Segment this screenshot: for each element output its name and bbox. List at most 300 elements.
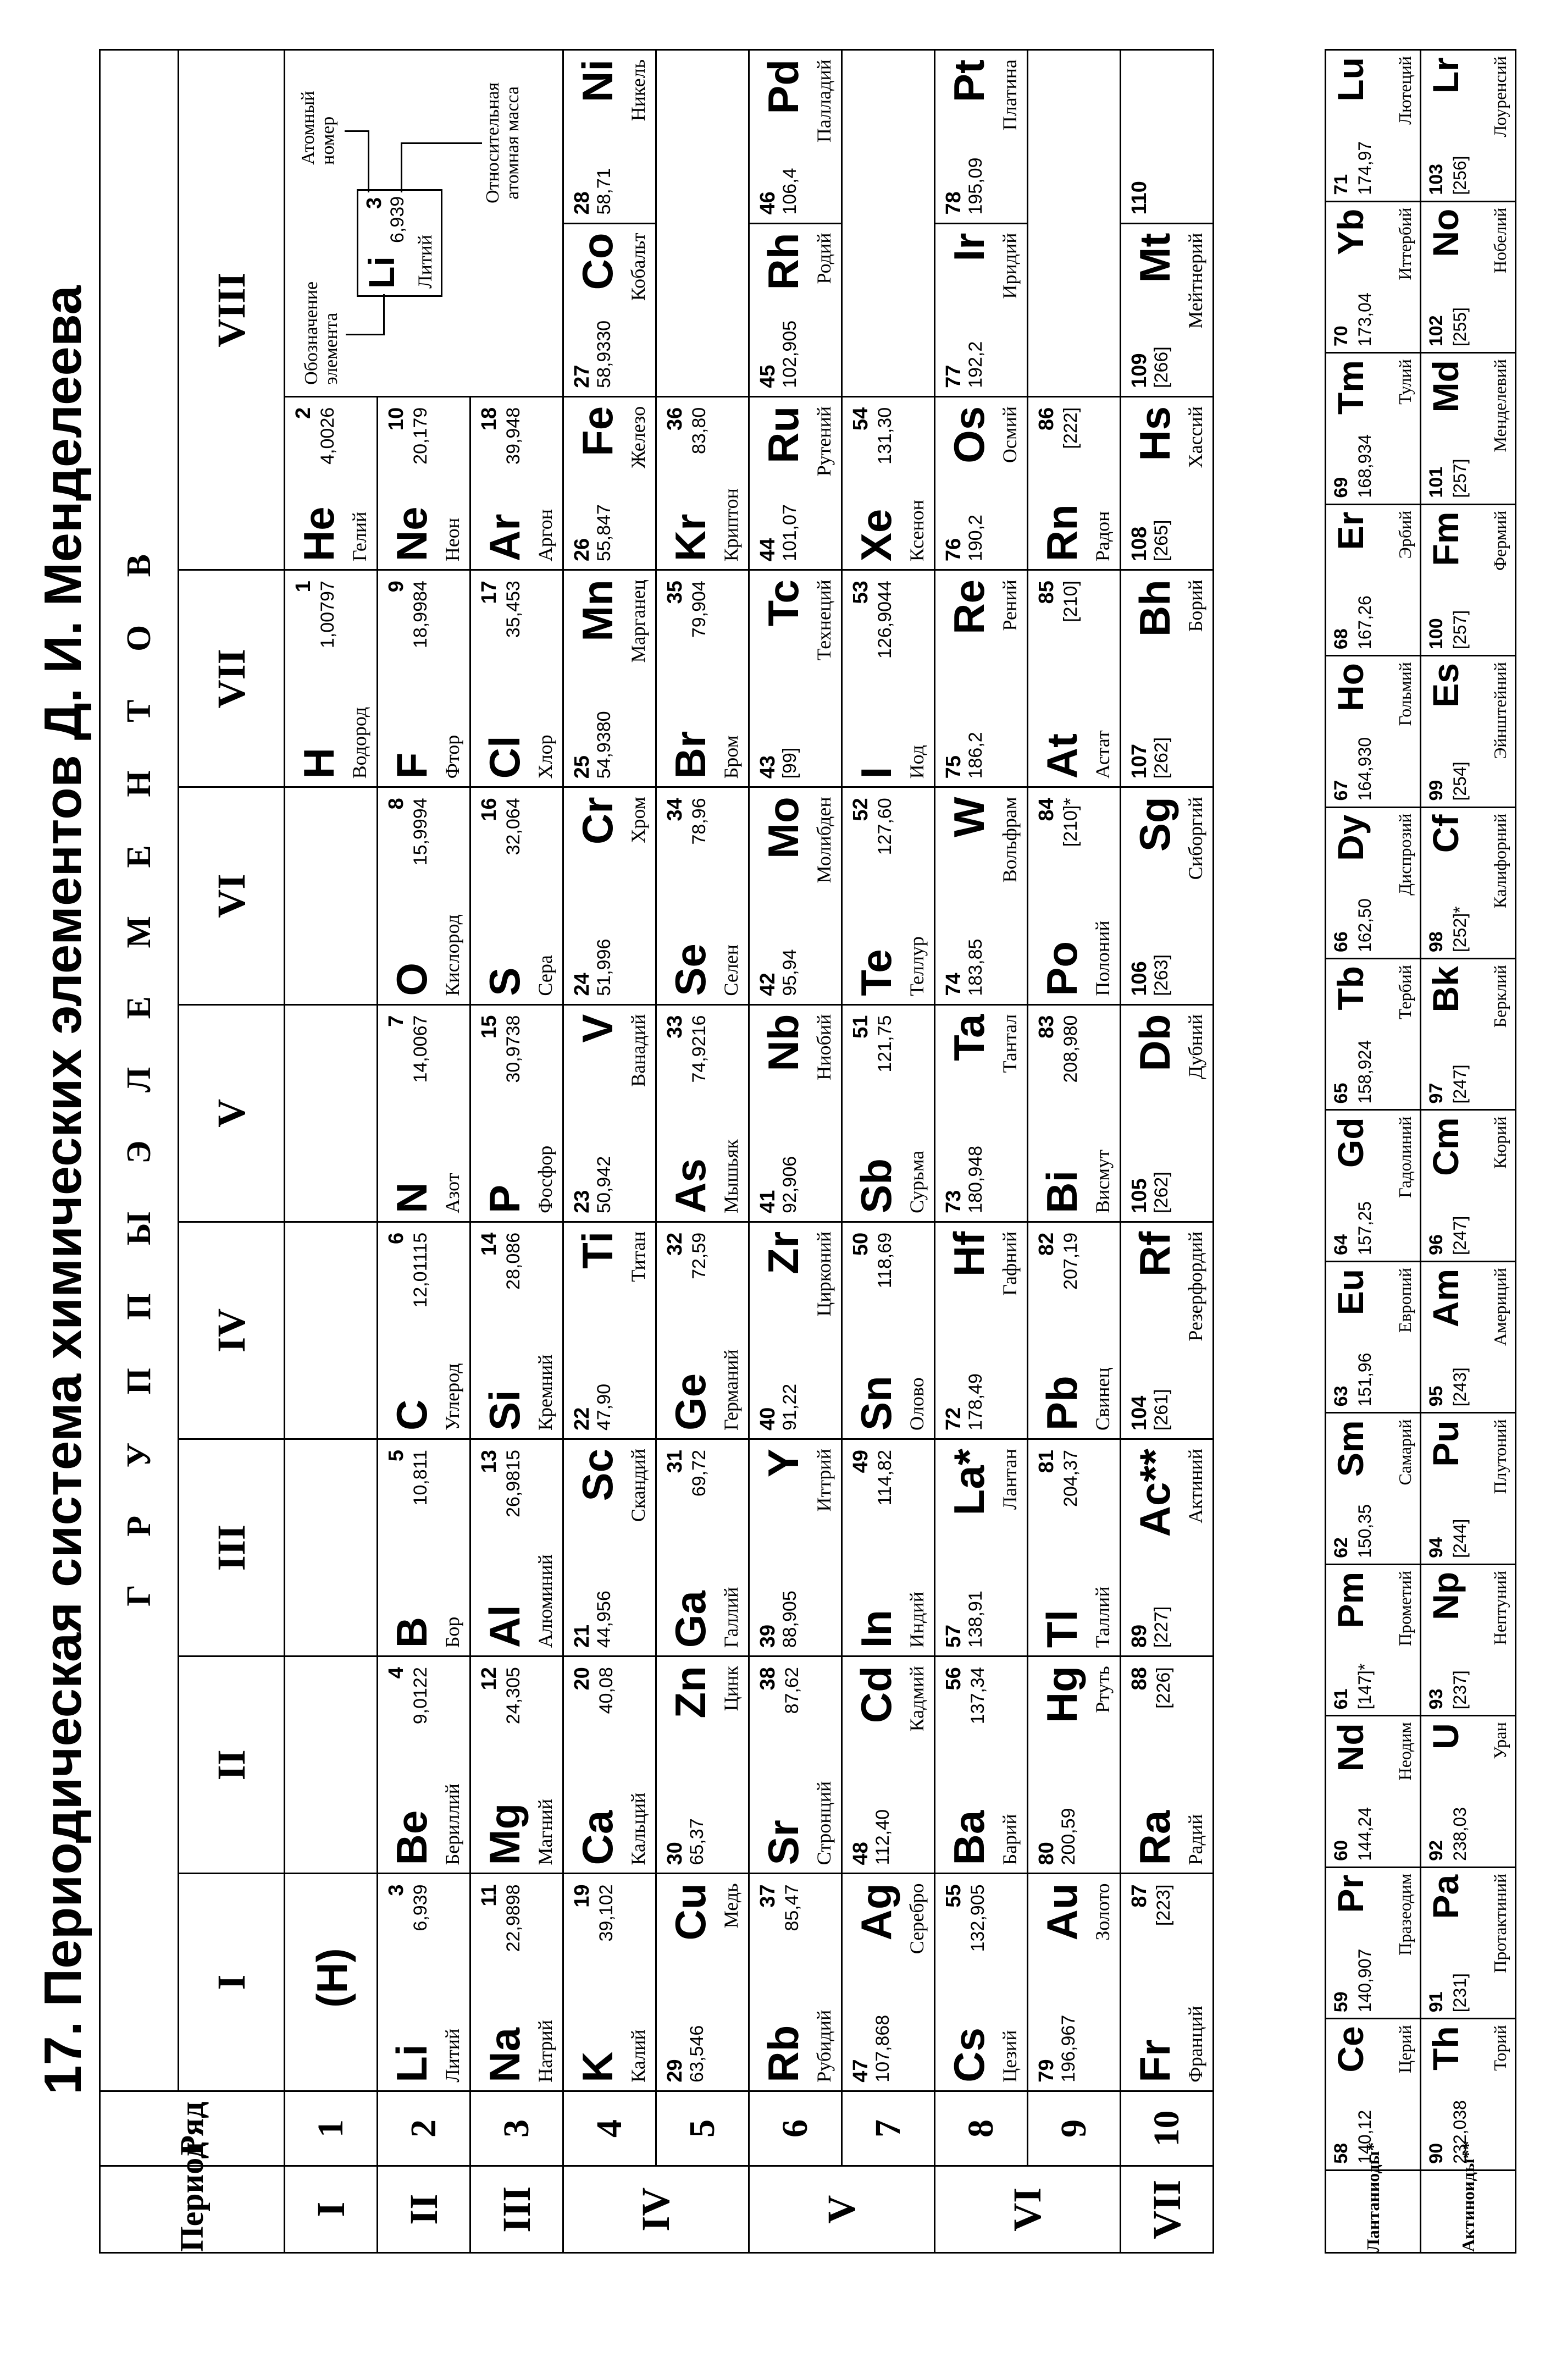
element-name: Кобальт: [627, 233, 649, 301]
element-symbol: He: [295, 506, 343, 562]
atomic-number: 32: [663, 1232, 686, 1256]
atomic-mass: [257]: [1450, 610, 1470, 650]
atomic-mass: [261]: [1151, 1389, 1172, 1431]
element-symbol: Hg: [1038, 1666, 1086, 1724]
atomic-mass: 20,179: [410, 407, 431, 465]
atomic-number: 86: [1035, 407, 1058, 431]
atomic-number: 75: [942, 755, 965, 779]
atomic-number: 92: [1426, 1840, 1447, 1861]
element-symbol: Ir: [945, 233, 993, 262]
element-name: Медь: [720, 1883, 742, 1929]
element-symbol: S: [480, 967, 529, 996]
element-symbol: Be: [387, 1810, 436, 1865]
element-cell: [470, 1439, 563, 1656]
atomic-number: 87: [1128, 1884, 1151, 1908]
element-symbol: Ag: [852, 1883, 900, 1941]
element-name: Сурьма: [906, 1150, 928, 1213]
element-symbol: Rh: [759, 233, 807, 290]
atomic-mass: 85,47: [782, 1884, 802, 1931]
element-cell: [656, 1874, 749, 2091]
atomic-number: 108: [1128, 526, 1151, 562]
element-cell: [1421, 807, 1516, 958]
atomic-number: 47: [849, 2059, 872, 2083]
series-label: Лантаниоды*: [1326, 2170, 1421, 2252]
element-symbol: At: [1038, 733, 1086, 779]
group-header: VIII: [179, 50, 285, 570]
element-cell: [563, 1656, 656, 1874]
atomic-mass: 180,948: [965, 1145, 986, 1213]
atomic-number: 107: [1128, 743, 1151, 779]
element-symbol: N: [387, 1182, 436, 1213]
atomic-number: 37: [756, 1884, 779, 1908]
element-symbol: Ti: [573, 1231, 622, 1269]
element-symbol: Te: [852, 949, 900, 996]
element-symbol: Tl: [1038, 1609, 1086, 1648]
atomic-number: 67: [1331, 780, 1352, 801]
period-label: I: [285, 2166, 378, 2253]
atomic-mass: 39,948: [503, 407, 524, 465]
element-cell: [1326, 656, 1421, 807]
atomic-mass: [252]*: [1450, 906, 1470, 952]
atomic-number: 1: [292, 581, 315, 593]
element-symbol: Sb: [852, 1158, 900, 1213]
element-symbol: Pd: [759, 59, 807, 114]
element-symbol: Cu: [666, 1883, 715, 1941]
element-name: Свинец: [1092, 1367, 1114, 1431]
element-name: Полоний: [1092, 920, 1114, 996]
element-cell: [378, 570, 470, 787]
element-cell: [1421, 1716, 1516, 1867]
atomic-number: 11: [478, 1884, 501, 1907]
atomic-number: 104: [1128, 1395, 1151, 1431]
atomic-number: 46: [756, 191, 779, 215]
atomic-mass: [265]: [1151, 520, 1172, 562]
element-name: Азот: [441, 1173, 463, 1213]
element-cell: [1121, 787, 1214, 1004]
element-name: Америций: [1490, 1267, 1510, 1346]
element-symbol: K: [573, 2051, 622, 2083]
element-name: Диспрозий: [1395, 813, 1415, 896]
element-symbol: H: [295, 748, 343, 779]
atomic-mass: [266]: [1151, 346, 1172, 388]
element-name: Иттербий: [1395, 207, 1415, 280]
element-name: Кремний: [534, 1354, 556, 1431]
element-cell: [1028, 1439, 1121, 1656]
element-name: Торий: [1490, 2025, 1510, 2071]
element-cell: [935, 1222, 1028, 1439]
element-cell: [656, 570, 749, 787]
atomic-mass: 50,942: [594, 1156, 614, 1213]
atomic-mass: 126,9044: [874, 581, 895, 659]
atomic-number: 84: [1035, 798, 1058, 821]
legend-pointer-line: [383, 294, 385, 335]
atomic-number: 85: [1035, 581, 1058, 604]
atomic-mass: 72,59: [689, 1232, 710, 1279]
element-name: Рутений: [813, 406, 835, 477]
atomic-mass: 10,811: [410, 1450, 431, 1506]
atomic-number: 103: [1426, 163, 1447, 195]
row-number: 7: [842, 2091, 935, 2166]
element-cell: [935, 787, 1028, 1004]
atomic-mass: 1,00797: [317, 581, 338, 649]
element-symbol: Sr: [759, 1820, 807, 1865]
element-symbol: Ce: [1330, 2026, 1371, 2073]
empty-cell: [1028, 50, 1121, 397]
element-name: Иод: [906, 745, 928, 779]
atomic-mass: [257]: [1450, 459, 1470, 498]
group-header: V: [179, 1004, 285, 1222]
element-symbol: Ac**: [1131, 1449, 1179, 1537]
element-symbol: Pr: [1330, 1874, 1371, 1913]
atomic-mass: 91,22: [779, 1383, 800, 1431]
element-cell: [563, 1222, 656, 1439]
atomic-number: 16: [478, 798, 501, 821]
element-cell: [935, 1004, 1028, 1222]
atomic-mass: 204,37: [1060, 1450, 1081, 1507]
element-symbol: Al: [480, 1605, 529, 1648]
atomic-number: 81: [1035, 1450, 1058, 1473]
element-cell: [935, 1439, 1028, 1656]
atomic-mass: 151,96: [1355, 1352, 1375, 1407]
atomic-number: 63: [1331, 1385, 1352, 1407]
element-symbol: Tm: [1330, 360, 1371, 415]
atomic-mass: 167,26: [1355, 595, 1375, 650]
element-symbol: Cs: [945, 2027, 993, 2083]
element-symbol: La*: [945, 1449, 993, 1516]
atomic-number: 2: [292, 407, 315, 419]
atomic-mass: 118,69: [874, 1232, 895, 1289]
element-name: Бериллий: [441, 1783, 463, 1865]
element-symbol: Am: [1425, 1268, 1466, 1328]
atomic-number: 50: [849, 1232, 872, 1256]
element-symbol: Pt: [945, 59, 993, 102]
element-name: Сера: [534, 955, 556, 996]
element-symbol: Na: [480, 2027, 529, 2083]
atomic-mass: 192,2: [965, 341, 986, 388]
element-name: Фтор: [441, 735, 463, 779]
atomic-mass: 92,906: [779, 1156, 800, 1213]
element-name: Осмий: [999, 406, 1021, 463]
element-name: Теллур: [906, 936, 928, 996]
atomic-number: 51: [849, 1015, 872, 1039]
atomic-mass: 12,01115: [410, 1232, 431, 1308]
element-symbol: Nd: [1330, 1723, 1371, 1772]
row-number: 4: [563, 2091, 656, 2166]
atomic-number: 78: [942, 191, 965, 215]
element-symbol: Cf: [1425, 814, 1466, 853]
atomic-number: 68: [1331, 628, 1352, 650]
element-symbol: Pm: [1330, 1571, 1371, 1628]
element-name: Астат: [1092, 730, 1114, 779]
atomic-number: 61: [1331, 1688, 1352, 1710]
element-symbol: Si: [480, 1390, 529, 1431]
element-cell: [842, 1874, 935, 2091]
element-symbol: Mg: [480, 1803, 529, 1865]
atomic-mass: 164,930: [1355, 737, 1375, 801]
element-name: Висмут: [1092, 1150, 1114, 1213]
atomic-mass: 107,868: [872, 2014, 893, 2083]
element-name: Селен: [720, 944, 742, 996]
element-cell: [563, 1439, 656, 1656]
element-name: Никель: [627, 59, 649, 122]
element-name: Уран: [1490, 1722, 1510, 1759]
atomic-mass: 131,30: [874, 407, 895, 465]
element-symbol: W: [945, 797, 993, 838]
group-header: VI: [179, 787, 285, 1004]
element-symbol: Bk: [1425, 966, 1466, 1013]
element-name: Родий: [813, 233, 835, 284]
table-row: [1421, 50, 1516, 2253]
element-name: Кальций: [627, 1792, 649, 1865]
element-name: Ксенон: [906, 500, 928, 562]
atomic-mass: 78,96: [689, 798, 710, 845]
atomic-number: 34: [663, 798, 686, 821]
atomic-number: 42: [756, 973, 779, 996]
atomic-number: 64: [1331, 1234, 1352, 1255]
atomic-mass: 63,546: [686, 2025, 707, 2083]
element-name: Бром: [720, 735, 742, 779]
element-cell: [1121, 570, 1214, 787]
element-name: Аргон: [534, 509, 556, 562]
atomic-number: 55: [942, 1884, 965, 1908]
element-symbol: Mn: [573, 579, 622, 642]
element-symbol: Hf: [945, 1231, 993, 1277]
atomic-number: 53: [849, 581, 872, 604]
element-symbol: Gd: [1330, 1117, 1371, 1168]
element-name: Нептуний: [1490, 1570, 1510, 1645]
element-symbol: Mo: [759, 797, 807, 859]
table-row: [285, 50, 378, 2253]
series-label: Актиноиды**: [1421, 2170, 1516, 2252]
element-name: Франций: [1184, 2006, 1206, 2083]
element-cell: [1028, 787, 1121, 1004]
atomic-mass: 158,924: [1355, 1040, 1375, 1104]
element-cell: [1028, 1874, 1121, 2091]
atomic-number: 20: [571, 1667, 594, 1691]
legend: [285, 51, 562, 396]
element-symbol: No: [1425, 208, 1466, 257]
element-cell: [656, 787, 749, 1004]
atomic-mass: 79,904: [689, 581, 710, 638]
element-symbol: Xe: [852, 509, 900, 562]
element-cell: [749, 1222, 842, 1439]
atomic-mass: 106,4: [779, 168, 800, 215]
element-cell: [470, 1656, 563, 1874]
element-symbol: Md: [1425, 360, 1466, 413]
element-cell: [1421, 1110, 1516, 1261]
atomic-number: 24: [571, 973, 594, 996]
table-row: [1326, 50, 1421, 2253]
element-cell: [1326, 1564, 1421, 1715]
atomic-number: 101: [1426, 466, 1447, 498]
element-cell: [1326, 50, 1421, 202]
atomic-number: 60: [1331, 1840, 1352, 1861]
element-symbol: Br: [666, 731, 715, 779]
element-cell: [285, 1439, 378, 1656]
element-symbol: Ho: [1330, 663, 1371, 712]
atomic-number: 35: [663, 581, 686, 604]
element-symbol: V: [573, 1014, 622, 1043]
atomic-number: 48: [849, 1842, 872, 1865]
element-name: Церий: [1395, 2025, 1415, 2073]
element-symbol: Pu: [1425, 1420, 1466, 1467]
row-header: Ряд: [100, 2091, 285, 2166]
element-symbol: O: [387, 962, 436, 996]
element-name: Галлий: [720, 1587, 742, 1648]
element-symbol: Co: [573, 233, 622, 290]
atomic-mass: 24,305: [503, 1667, 524, 1725]
atomic-number: 70: [1331, 325, 1352, 347]
element-name: Олово: [906, 1377, 928, 1431]
element-symbol: Se: [666, 943, 715, 996]
group-header: IV: [179, 1222, 285, 1439]
element-cell: [285, 1656, 378, 1874]
table-row: [656, 50, 749, 2253]
element-cell: [1326, 1413, 1421, 1564]
atomic-mass: 183,85: [965, 938, 986, 996]
element-name: Палладий: [813, 59, 835, 143]
element-symbol: F: [387, 752, 436, 779]
atomic-number: 80: [1035, 1842, 1058, 1865]
element-cell: [1121, 396, 1214, 570]
atomic-mass: 150,35: [1355, 1504, 1375, 1558]
atomic-mass: 196,967: [1058, 2014, 1079, 2083]
atomic-number: 19: [571, 1884, 594, 1908]
page-title: 17. Периодическая система химических элементов Д. И. Менделеева: [34, 285, 92, 2095]
atomic-mass: 51,996: [594, 938, 614, 996]
group-header: III: [179, 1439, 285, 1656]
atomic-number: 77: [942, 365, 965, 388]
atomic-number: 31: [663, 1450, 686, 1473]
element-cell: [1121, 1656, 1214, 1874]
element-symbol: Au: [1038, 1883, 1086, 1941]
atomic-number: 62: [1331, 1537, 1352, 1558]
element-cell: [285, 570, 378, 787]
element-symbol: Lu: [1330, 57, 1371, 102]
element-symbol: Ra: [1131, 1810, 1179, 1865]
atomic-mass: 190,2: [965, 515, 986, 562]
element-name: Радон: [1092, 511, 1114, 562]
atomic-mass: [237]: [1450, 1670, 1470, 1710]
atomic-mass: 44,956: [594, 1591, 614, 1648]
element-symbol: Np: [1425, 1571, 1466, 1620]
atomic-mass: [222]: [1060, 407, 1081, 449]
atomic-number: 52: [849, 798, 872, 821]
element-cell: [749, 1656, 842, 1874]
element-name: Индий: [906, 1592, 928, 1648]
legend-pointer-line: [401, 142, 482, 144]
atomic-number: 106: [1128, 961, 1151, 996]
element-cell: [842, 1439, 935, 1656]
element-cell: [470, 570, 563, 787]
element-symbol: Er: [1330, 511, 1371, 550]
atomic-mass: 207,19: [1060, 1232, 1081, 1290]
atomic-number: 7: [385, 1015, 408, 1027]
element-name: Неодим: [1395, 1722, 1415, 1781]
atomic-number: 83: [1035, 1015, 1058, 1039]
element-cell: [749, 50, 842, 224]
element-cell: [1326, 1867, 1421, 2018]
element-cell: [470, 787, 563, 1004]
element-name: Магний: [534, 1798, 556, 1865]
atomic-number: 9: [385, 581, 408, 593]
element-name: Барий: [999, 1814, 1021, 1865]
element-symbol: P: [480, 1184, 529, 1213]
atomic-number: 96: [1426, 1234, 1447, 1255]
element-name: Стронций: [813, 1781, 835, 1865]
element-name: Лантан: [999, 1449, 1021, 1510]
row-number: 8: [935, 2091, 1028, 2166]
atomic-number: 65: [1331, 1083, 1352, 1104]
lanthanides-actinides-table: [1325, 49, 1516, 2254]
element-cell: [935, 50, 1028, 224]
element-name: Ниобий: [813, 1014, 835, 1080]
atomic-mass: 22,9898: [503, 1884, 524, 1952]
row-number: 5: [656, 2091, 749, 2166]
element-name: Мышьяк: [720, 1139, 742, 1213]
element-name: Цезий: [999, 2030, 1021, 2083]
period-label: V: [749, 2166, 935, 2253]
element-cell: [656, 1004, 749, 1222]
element-symbol: U: [1425, 1723, 1466, 1750]
element-cell: [935, 223, 1028, 396]
legend-mass-label: Относительная атомная масса: [483, 82, 523, 203]
element-name: Самарий: [1395, 1419, 1415, 1486]
atomic-number: 25: [571, 755, 594, 779]
atomic-mass: [226]: [1153, 1667, 1174, 1709]
element-symbol: Sc: [573, 1449, 622, 1501]
atomic-number: 99: [1426, 780, 1447, 801]
atomic-mass: 195,09: [965, 157, 986, 215]
atomic-number: 79: [1035, 2059, 1058, 2083]
atomic-mass: 32,064: [503, 798, 524, 855]
atomic-mass: 173,04: [1355, 292, 1375, 347]
element-name: Плутоний: [1490, 1419, 1510, 1494]
element-name: Сиборгий: [1184, 797, 1206, 880]
element-cell: [285, 1004, 378, 1222]
atomic-mass: 14,0067: [410, 1015, 431, 1083]
atomic-mass: [210]: [1060, 581, 1081, 622]
atomic-number: 82: [1035, 1232, 1058, 1256]
element-name: Алюминий: [534, 1554, 556, 1648]
element-cell: [842, 1656, 935, 1874]
element-name: Серебро: [906, 1883, 928, 1954]
element-name: Таллий: [1092, 1586, 1114, 1648]
element-symbol: Es: [1425, 663, 1466, 708]
atomic-mass: 114,82: [874, 1450, 895, 1506]
group-header: II: [179, 1656, 285, 1874]
atomic-mass: [223]: [1153, 1884, 1174, 1926]
atomic-number: 109: [1128, 353, 1151, 388]
table-row: [563, 50, 656, 2253]
atomic-number: 90: [1426, 2142, 1447, 2164]
atomic-mass: 69,72: [689, 1450, 710, 1497]
element-name: Вольфрам: [999, 797, 1021, 883]
element-name: Лютеций: [1395, 56, 1415, 125]
atomic-number: 74: [942, 973, 965, 996]
atomic-number: 58: [1331, 2142, 1352, 2164]
element-name: Берклий: [1490, 965, 1510, 1028]
element-cell: [378, 1222, 470, 1439]
element-cell: [563, 50, 656, 224]
atomic-number: 27: [571, 365, 594, 388]
atomic-mass: 174,97: [1355, 141, 1375, 195]
atomic-number: 72: [942, 1407, 965, 1431]
row-number: 2: [378, 2091, 470, 2166]
atomic-mass: 162,50: [1355, 898, 1375, 952]
element-symbol: Nb: [759, 1014, 807, 1072]
element-symbol: Tb: [1330, 966, 1371, 1010]
